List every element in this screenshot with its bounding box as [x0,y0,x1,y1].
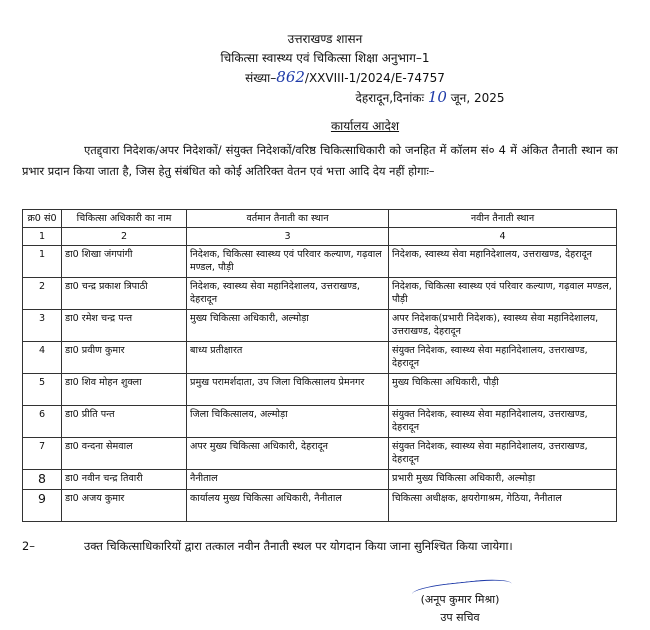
table-row [23,310,617,342]
table-row [23,278,617,310]
officer-name: डा0 शिखा जंगपांगी [62,246,187,278]
table-row [23,470,617,490]
new-posting: संयुक्त निदेशक, स्वास्थ्य सेवा महानिदेशालय, उत्तराखण्ड, देहरादून [389,406,617,438]
new-posting: प्रभारी मुख्य चिकित्सा अधिकारी, अल्मोड़ा [389,470,617,490]
current-posting: निदेशक, चिकित्सा स्वास्थ्य एवं परिवार कल्याण, गढ़वाल मण्डल, पौड़ी [187,246,389,278]
current-posting: निदेशक, स्वास्थ्य सेवा महानिदेशालय, उत्तराखण्ड, देहरादून [187,278,389,310]
column-number: 2 [62,228,187,246]
new-posting: संयुक्त निदेशक, स्वास्थ्य सेवा महानिदेशालय, उत्तराखण्ड, देहरादून [389,438,617,470]
current-posting: बाध्य प्रतीक्षारत [187,342,389,374]
current-posting: जिला चिकित्सालय, अल्मोड़ा [187,406,389,438]
serial-number: 8 [23,470,62,490]
date-prefix: देहरादून,दिनांकः [355,91,424,105]
current-posting: प्रमुख परामर्शदाता, उप जिला चिकित्सालय प्रेमनगर [187,374,389,406]
reference-suffix: /XXVIII-1/2024/E-74757 [304,71,445,85]
signatory-name: (अनूप कुमार मिश्रा) [420,593,500,606]
reference-handwritten-number: 862 [276,68,305,86]
current-posting: कार्यालय मुख्य चिकित्सा अधिकारी, नैनीताल [187,490,389,522]
officer-name: डा0 वन्दना सेमवाल [62,438,187,470]
paragraph-2-text: उक्त चिकित्साधिकारियों द्वारा तत्काल नवीन तैनाती स्थल पर योगदान किया जाना सुनिश्चित किया जायेगा। [84,539,513,553]
table-row [23,438,617,470]
table-row [23,246,617,278]
transfer-table [22,209,617,522]
header-current-posting: वर्तमान तैनाती का स्थान [187,210,389,228]
new-posting: संयुक्त निदेशक, स्वास्थ्य सेवा महानिदेशालय, उत्तराखण्ड, देहरादून [389,342,617,374]
column-number: 3 [187,228,389,246]
new-posting: अपर निदेशक(प्रभारी निदेशक), स्वास्थ्य सेवा महानिदेशालय, उत्तराखण्ड, देहरादून [389,310,617,342]
current-posting: मुख्य चिकित्सा अधिकारी, अल्मोड़ा [187,310,389,342]
new-posting: निदेशक, चिकित्सा स्वास्थ्य एवं परिवार कल्याण, गढ़वाल मण्डल, पौड़ी [389,278,617,310]
reference-number [20,68,650,86]
serial-number: 5 [23,374,62,406]
government-heading: उत्तराखण्ड शासन [287,32,363,46]
serial-number: 1 [23,246,62,278]
page-title: कार्यालय आदेश [330,119,400,133]
current-posting: नैनीताल [187,470,389,490]
signatory-designation: उप सचिव [440,611,480,624]
new-posting: चिकित्सा अधीक्षक, क्षयरोगाश्रम, गेठिया, नैनीताल [389,490,617,522]
officer-name: डा0 प्रवीण कुमार [62,342,187,374]
new-posting: मुख्य चिकित्सा अधिकारी, पौड़ी [389,374,617,406]
serial-number: 3 [23,310,62,342]
table-row [23,406,617,438]
header-officer-name: चिकित्सा अधिकारी का नाम [62,210,187,228]
table-row [23,490,617,522]
order-date [210,88,650,106]
date-suffix: जून, 2025 [450,91,505,105]
header-serial: क्र0 सं0 [23,210,62,228]
table-row [23,374,617,406]
intro-paragraph: एतद्द्वारा निदेशक/अपर निदेशकों/ संयुक्त निदेशकों/वरिष्ठ चिकित्साधिकारी को जनहित में कॉलम सं० 4 में अंकित तैनाती स्थान का प्रभार प्रदान किया जाता है, जिस हेतु संबंधित को कोई अतिरिक्त वेतन एवं भत्ता आदि देय नहीं होगाः– [22,143,618,178]
column-number: 4 [389,228,617,246]
serial-number: 2 [23,278,62,310]
reference-prefix: संख्या– [245,71,277,85]
officer-name: डा0 प्रीति पन्त [62,406,187,438]
officer-name: डा0 रमेश चन्द्र पन्त [62,310,187,342]
new-posting: निदेशक, स्वास्थ्य सेवा महानिदेशालय, उत्तराखण्ड, देहरादून [389,246,617,278]
officer-name: डा0 चन्द्र प्रकाश त्रिपाठी [62,278,187,310]
column-number: 1 [23,228,62,246]
officer-name: डा0 अजय कुमार [62,490,187,522]
date-day-handwritten: 10 [427,88,447,106]
serial-number: 6 [23,406,62,438]
current-posting: अपर मुख्य चिकित्सा अधिकारी, देहरादून [187,438,389,470]
paragraph-2 [22,535,618,557]
department-heading: चिकित्सा स्वास्थ्य एवं चिकित्सा शिक्षा अनुभाग–1 [220,51,430,65]
paragraph-number: 2– [22,539,35,553]
serial-number: 9 [23,490,62,522]
table-row [23,342,617,374]
serial-number: 4 [23,342,62,374]
header-new-posting: नवीन तैनाती स्थान [389,210,617,228]
officer-name: डा0 शिव मोहन शुक्ला [62,374,187,406]
officer-name: डा0 नवीन चन्द्र तिवारी [62,470,187,490]
serial-number: 7 [23,438,62,470]
